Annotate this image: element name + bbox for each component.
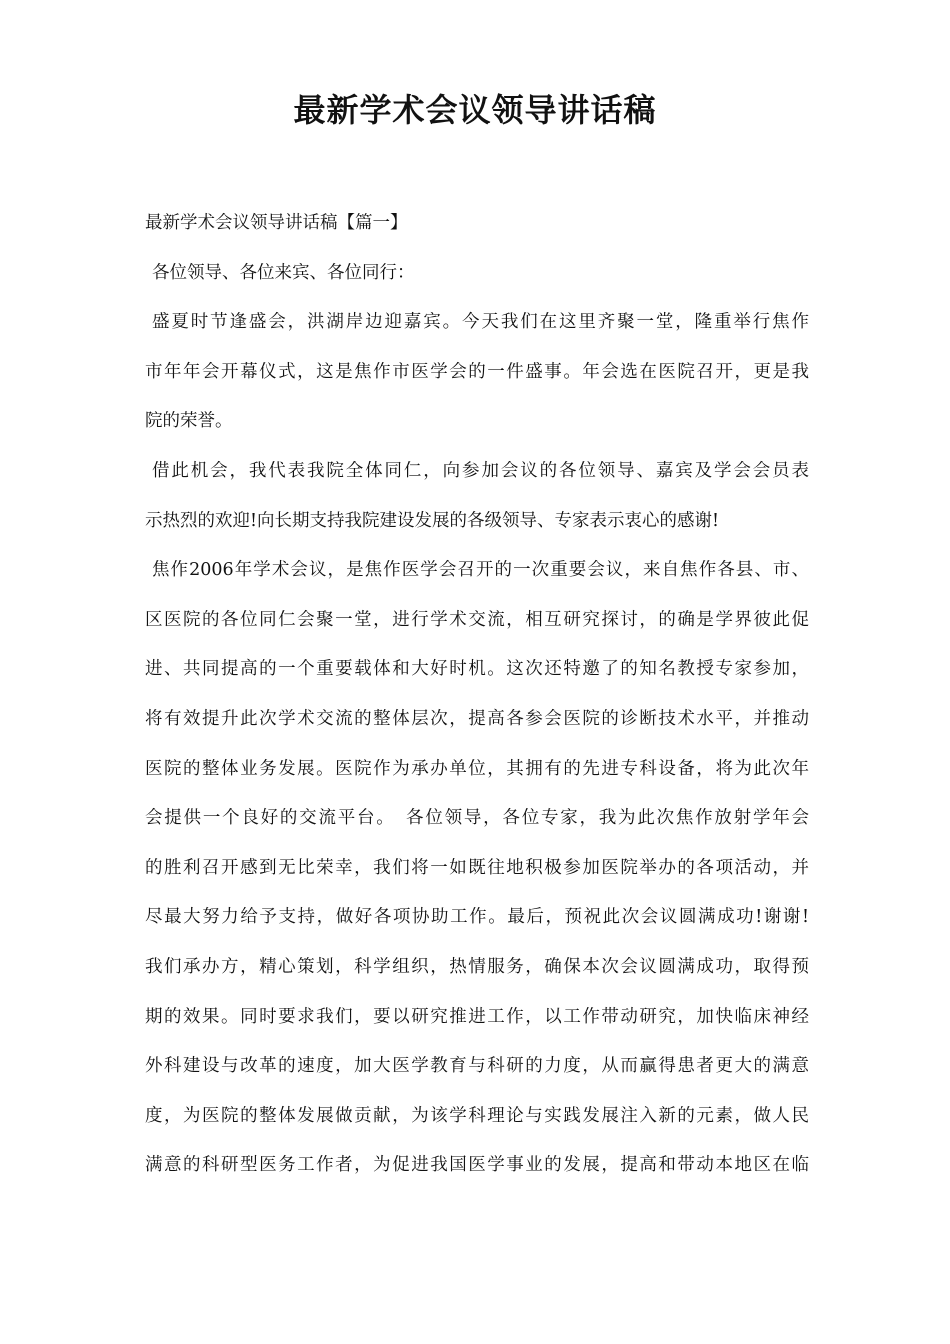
document-title: 最新学术会议领导讲话稿 [293, 91, 657, 129]
paragraph-line: 会提供一个良好的交流平台。 各位领导，各位专家，我为此次焦作放射学年会 [145, 808, 809, 829]
paragraph-line: 期的效果。同时要求我们，要以研究推进工作，以工作带动研究，加快临床神经 [145, 1006, 809, 1027]
paragraph-line: 尽最大努力给予支持，做好各项协助工作。最后，预祝此次会议圆满成功!谢谢! [145, 907, 809, 928]
paragraph-line: 度，为医院的整体发展做贡献，为该学科理论与实践发展注入新的元素，做人民 [145, 1105, 809, 1126]
document-body [145, 199, 809, 1191]
salutation: 各位领导、各位来宾、各位同行： [152, 262, 415, 283]
paragraph-line: 满意的科研型医务工作者，为促进我国医学事业的发展，提高和带动本地区在临 [145, 1155, 809, 1176]
paragraph-line: 市年年会开幕仪式，这是焦作市医学会的一件盛事。年会选在医院召开，更是我 [145, 361, 809, 382]
paragraph-line: 的胜利召开感到无比荣幸，我们将一如既往地积极参加医院举办的各项活动，并 [145, 857, 809, 878]
paragraph-line: 我们承办方，精心策划，科学组织，热情服务，确保本次会议圆满成功，取得预 [145, 956, 809, 977]
paragraph-line: 医院的整体业务发展。医院作为承办单位，其拥有的先进专科设备，将为此次年 [145, 758, 809, 779]
paragraph-line: 焦作2006年学术会议，是焦作医学会召开的一次重要会议，来自焦作各县、市、 [152, 560, 809, 581]
paragraph-line: 示热烈的欢迎!向长期支持我院建设发展的各级领导、专家表示衷心的感谢! [145, 510, 720, 531]
paragraph-line: 借此机会，我代表我院全体同仁，向参加会议的各位领导、嘉宾及学会会员表 [152, 460, 809, 481]
paragraph-line: 进、共同提高的一个重要载体和大好时机。这次还特邀了的知名教授专家参加， [145, 659, 809, 680]
paragraph-line: 盛夏时节逢盛会，洪湖岸边迎嘉宾。今天我们在这里齐聚一堂，隆重举行焦作 [152, 312, 809, 333]
paragraph-line: 外科建设与改革的速度，加大医学教育与科研的力度，从而赢得患者更大的满意 [145, 1056, 809, 1077]
paragraph-line: 区医院的各位同仁会聚一堂，进行学术交流，相互研究探讨，的确是学界彼此促 [145, 609, 809, 630]
paragraph-line: 院的荣誉。 [145, 411, 233, 432]
section-heading: 最新学术会议领导讲话稿【篇一】 [145, 213, 408, 233]
paragraph-line: 将有效提升此次学术交流的整体层次，提高各参会医院的诊断技术水平，并推动 [145, 708, 809, 729]
